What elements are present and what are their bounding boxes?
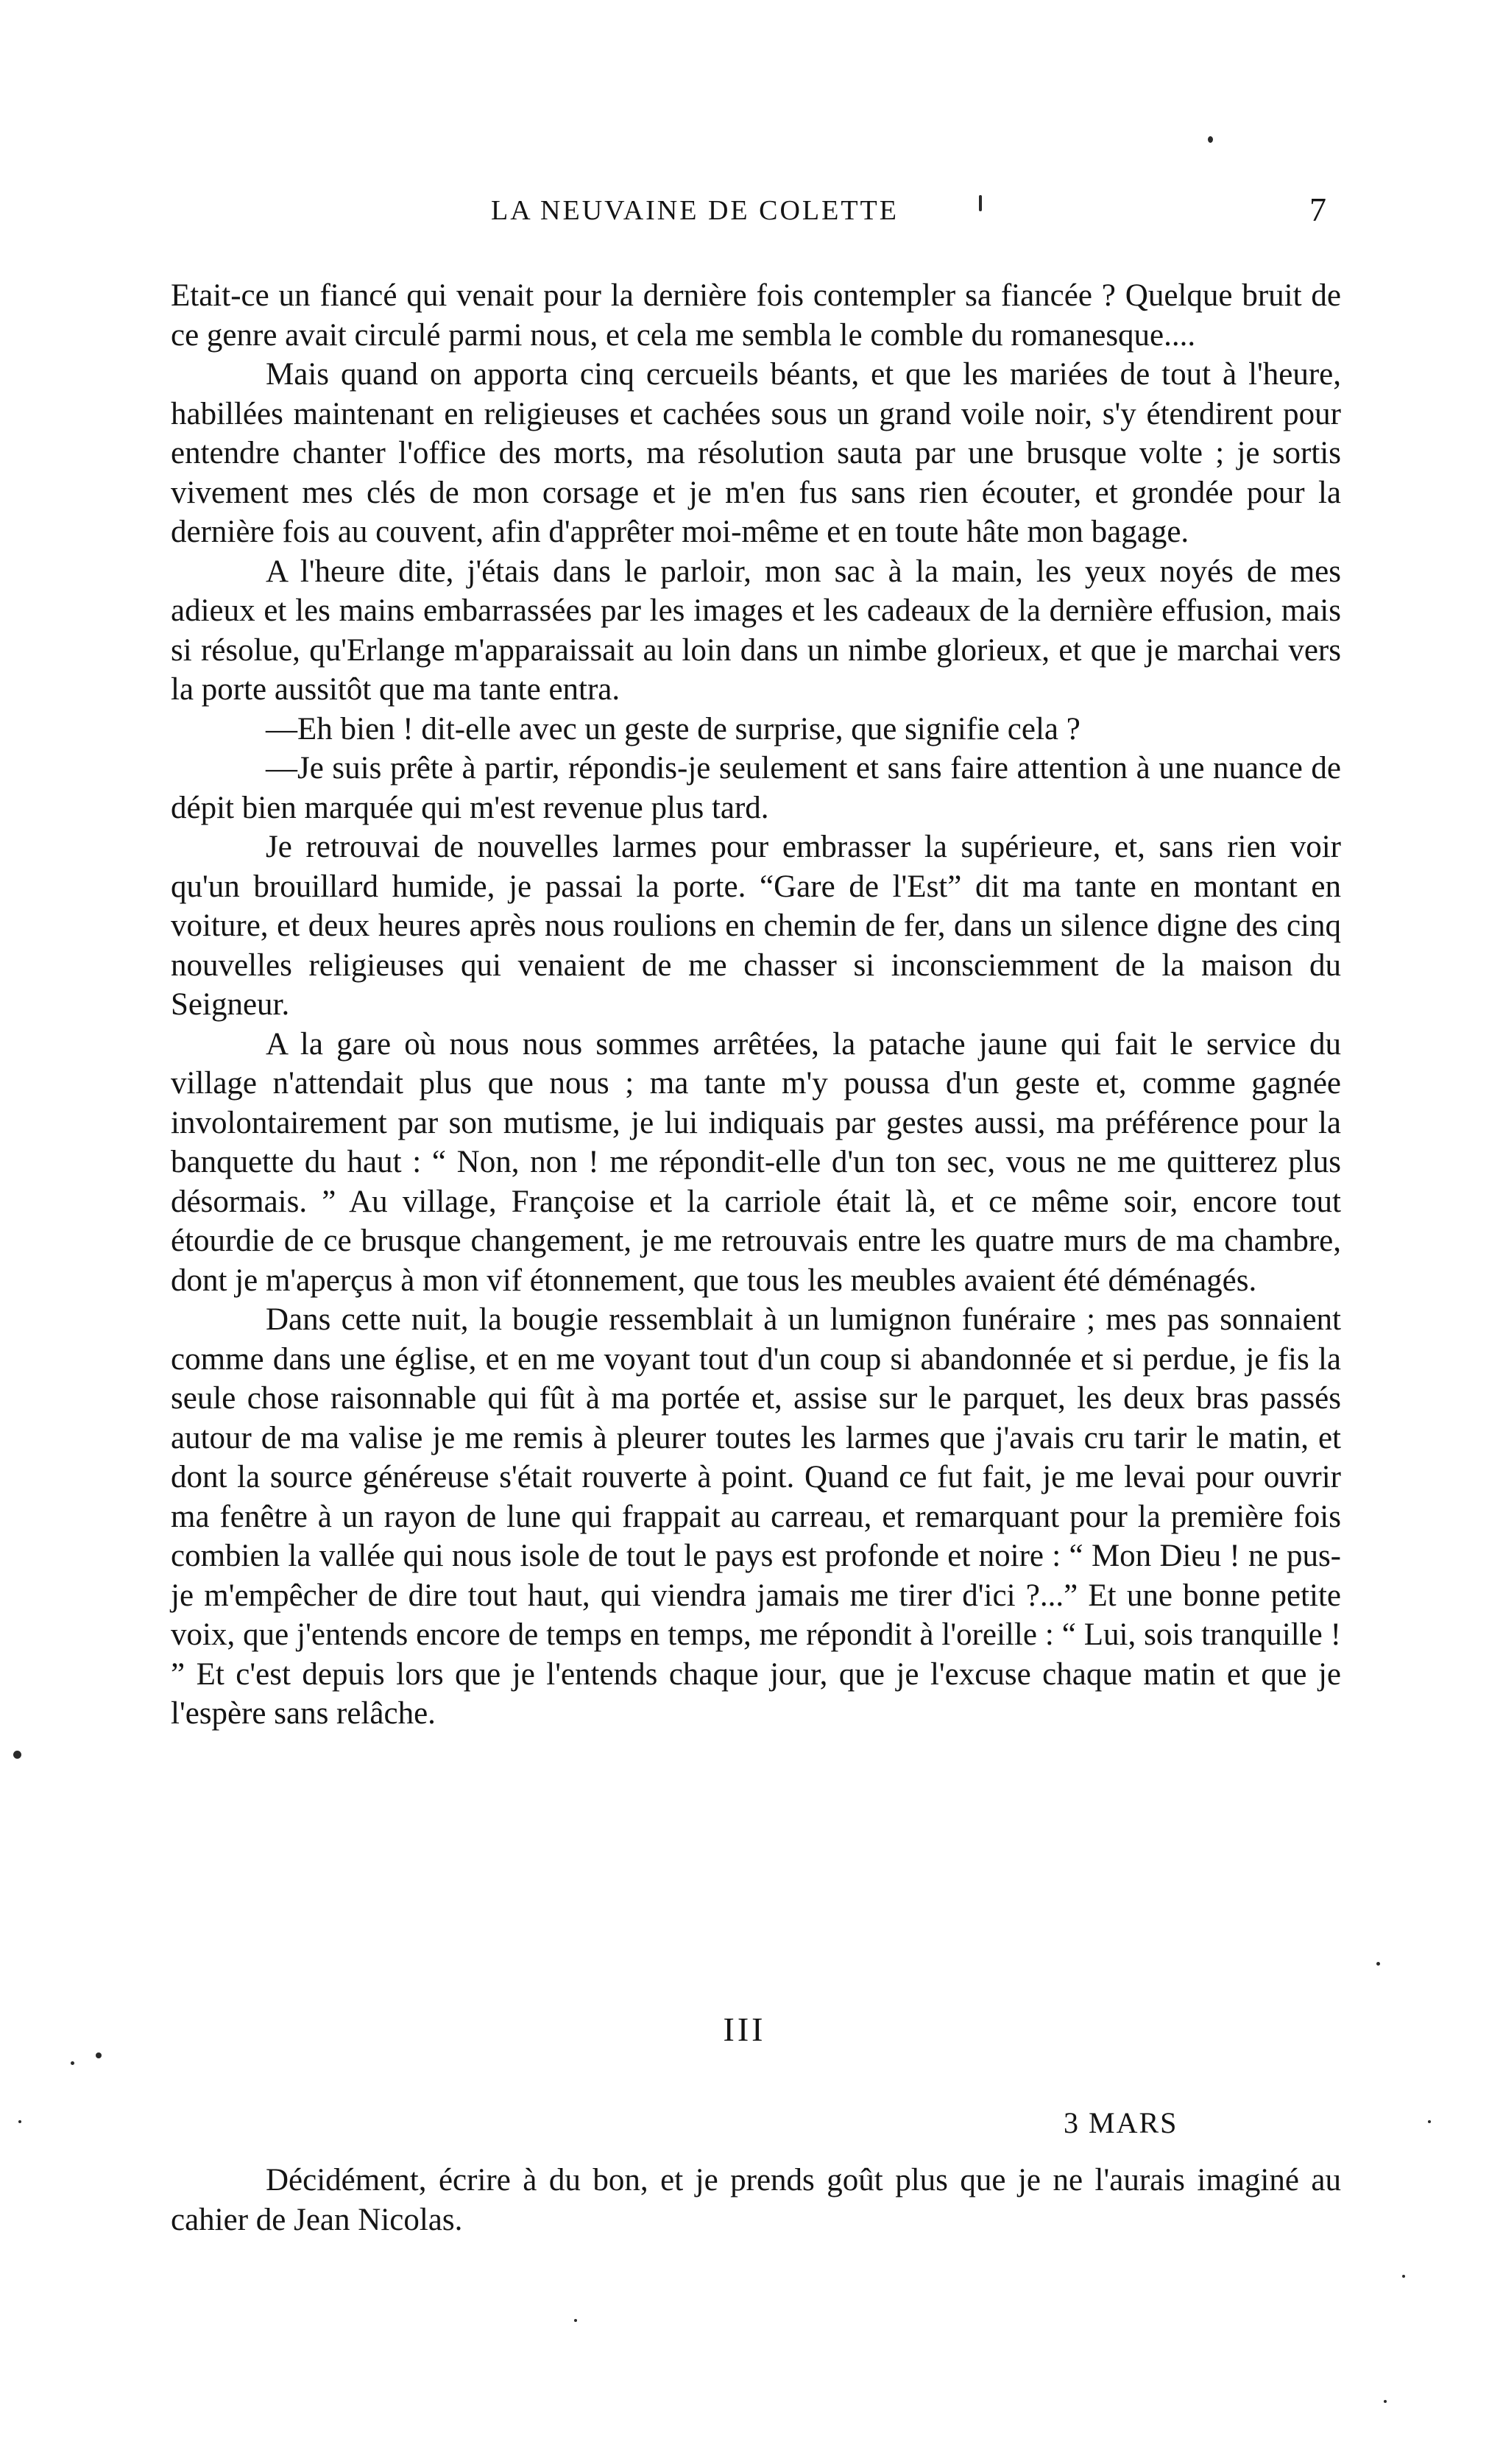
- page-header: [171, 190, 1347, 234]
- paragraph-4: Je retrouvai de nouvelles larmes pour embrasser la supérieure, et, sans rien voir qu'un brouillard humide, je passai la porte. “Gare de l'Est” dit ma tante en montant en voiture, et deux heures après nous roulions en chemin de fer, dans un silence digne des cinq nouvelles religieuses qui venaient de me chasser si inconsciemment de la maison du Seigneur.: [171, 830, 1341, 1022]
- scan-speck: [1376, 1962, 1380, 1966]
- scan-speck: [1402, 2275, 1405, 2278]
- scan-speck: [1428, 2120, 1431, 2123]
- scan-speck: [96, 2052, 102, 2058]
- scan-speck: [1208, 136, 1213, 143]
- running-title: LA NEUVAINE DE COLETTE: [491, 195, 899, 226]
- entry-paragraph: Décidément, écrire à du bon, et je prends goût plus que je ne l'aurais imaginé au cahier de Jean Nicolas.: [171, 2163, 1341, 2237]
- scan-speck: [71, 2061, 74, 2065]
- scan-speck: [979, 195, 982, 211]
- paragraph-5: A la gare où nous nous sommes arrêtées, la patache jaune qui fait le service du village n'attendait plus que nous ; ma tante m'y poussa d'un geste et, comme gagnée involontairement par son mutisme, je lui indiquais par gestes aussi, ma préférence pour la banquette du haut : “ Non, non ! me répondit-elle d'un ton sec, vous ne me quitterez plus désormais. ” Au village, Françoise et la carriole était là, et ce même soir, encore tout étourdie de ce brusque changement, je me retrouvais entre les quatre murs de ma chambre, dont je m'aperçus à mon vif étonnement, que tous les meubles avaient été déménagés.: [171, 1026, 1341, 1298]
- dialogue-line-2: —Je suis prête à partir, répondis-je seulement et sans faire attention à une nuance de dépit bien marquée qui m'est revenue plus tard.: [171, 751, 1341, 825]
- paragraph-2: Mais quand on apporta cinq cercueils béants, et que les mariées de tout à l'heure, habillées maintenant en religieuses et cachées sous un grand voile noir, s'y étendirent pour entendre chanter l'office des morts, ma résolution sauta par une brusque volte ; je sortis vivement mes clés de mon corsage et je m'en fus sans rien écouter, et grondée pour la dernière fois au couvent, afin d'apprêter moi-même et en toute hâte mon bagage.: [171, 357, 1341, 549]
- entry-text: [171, 2161, 1341, 2239]
- chapter-heading: III: [723, 2011, 766, 2048]
- scan-speck: [18, 2120, 21, 2123]
- body-text: [171, 276, 1341, 1734]
- paragraph-1: Etait-ce un fiancé qui venait pour la dernière fois contempler sa fiancée ? Quelque bruit de ce genre avait circulé parmi nous, et cela me sembla le comble du romanesque....: [171, 278, 1341, 353]
- page-number: 7: [1309, 191, 1326, 228]
- paragraph-6: Dans cette nuit, la bougie ressemblait à un lumignon funéraire ; mes pas sonnaient comme dans une église, et en me voyant tout d'un coup si abandonnée et si perdue, je fis la seule chose raisonnable qui fût à ma portée et, assise sur le parquet, les deux bras passés autour de ma valise je me remis à pleurer toutes les larmes que j'avais cru tarir le matin, et dont la source généreuse s'était rouverte à point. Quand ce fut fait, je me levai pour ouvrir ma fenêtre à un rayon de lune qui frappait au carreau, et remarquant pour la première fois combien la vallée qui nous isole de tout le pays est profonde et noire : “ Mon Dieu ! ne pus-je m'empêcher de dire tout haut, qui viendra jamais me tirer d'ici ?...” Et une bonne petite voix, que j'entends encore de temps en temps, me répondit à l'oreille : “ Lui, sois tranquille ! ” Et c'est depuis lors que je l'entends chaque jour, que je l'excuse chaque matin et que je l'espère sans relâche.: [171, 1302, 1341, 1731]
- scan-speck: [1384, 2400, 1387, 2403]
- scan-speck: [13, 1751, 21, 1759]
- paragraph-3: A l'heure dite, j'étais dans le parloir, mon sac à la main, les yeux noyés de mes adieux et les mains embarrassées par les images et les cadeaux de la dernière effusion, mais si résolue, qu'Erlange m'apparaissait au loin dans un nimbe glorieux, et que je marchai vers la porte aussitôt que ma tante entra.: [171, 554, 1341, 707]
- entry-date: 3 MARS: [1064, 2106, 1178, 2139]
- dialogue-line-1: —Eh bien ! dit-elle avec un geste de surprise, que signifie cela ?: [266, 711, 1081, 746]
- scan-speck: [574, 2319, 577, 2322]
